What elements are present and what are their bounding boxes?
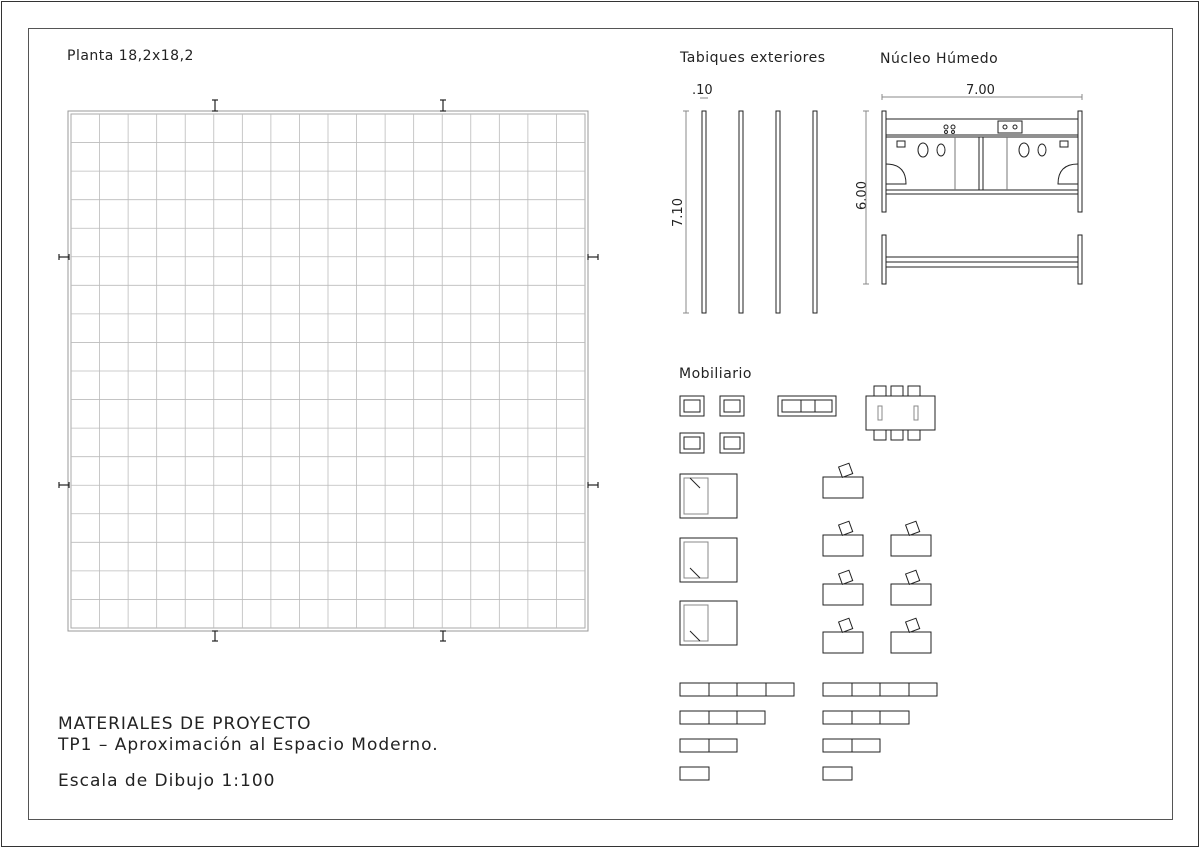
axis-marker-top-1: [212, 100, 218, 111]
shelf-right-2: [823, 711, 909, 724]
door-swing-left: [886, 164, 906, 184]
footer-scale: Escala de Dibujo 1:100: [58, 771, 276, 791]
kitchen-counter: [886, 119, 1078, 135]
exterior-walls: [683, 98, 817, 313]
furniture-title: Mobiliario: [679, 366, 752, 382]
core-width-label: 7.00: [966, 83, 995, 98]
inner-frame: [29, 29, 1173, 820]
bed-3: [680, 601, 737, 645]
axis-marker-right-1: [588, 254, 598, 260]
axis-marker-bottom-2: [440, 631, 446, 641]
core-depth-label: 6.00: [854, 181, 870, 210]
wet-core: [863, 94, 1082, 284]
wall-panel-3: [776, 111, 780, 313]
armchair-3: [680, 433, 704, 453]
core-wall-right: [1078, 111, 1082, 212]
bidet-icon-2: [1038, 144, 1046, 156]
armchair-2: [720, 396, 744, 416]
walls-title: Tabiques exteriores: [680, 50, 826, 66]
shelf-right-4: [823, 767, 852, 780]
sofa: [778, 396, 836, 416]
shelf-left-3: [680, 739, 737, 752]
wall-thickness-label: .10: [692, 83, 713, 98]
plan-grid: [68, 111, 588, 631]
axis-marker-top-2: [440, 100, 446, 111]
desk-2: [823, 521, 863, 556]
core-title: Núcleo Húmedo: [880, 51, 999, 67]
core-wall-right-lower: [1078, 235, 1082, 284]
bed-1: [680, 474, 737, 518]
basin-icon-2: [1060, 141, 1068, 147]
cooktop-icon: [944, 125, 948, 129]
furniture: [680, 386, 937, 780]
shelf-left-4: [680, 767, 709, 780]
shelf-right-1: [823, 683, 937, 696]
armchair-1: [680, 396, 704, 416]
axis-markers: [59, 100, 598, 641]
core-wall-left: [882, 111, 886, 212]
bed-2: [680, 538, 737, 582]
bidet-icon-1: [937, 144, 945, 156]
axis-marker-bottom-1: [212, 631, 218, 641]
armchair-4: [720, 433, 744, 453]
shelf-left-2: [680, 711, 765, 724]
outer-frame: [2, 2, 1199, 847]
footer-line1: MATERIALES DE PROYECTO: [58, 714, 312, 734]
desk-3: [891, 521, 931, 556]
plan-title: Planta 18,2x18,2: [67, 48, 194, 64]
basin-icon-1: [897, 141, 905, 147]
footer-line2: TP1 – Aproximación al Espacio Moderno.: [58, 735, 439, 755]
wall-panel-1: [702, 111, 706, 313]
core-partition: [886, 190, 1078, 194]
dining-table: [866, 386, 935, 440]
desk-5: [891, 570, 931, 605]
axis-marker-right-2: [588, 482, 598, 488]
toilet-icon-2: [1019, 143, 1029, 157]
desk-1: [823, 463, 863, 498]
wall-panel-4: [813, 111, 817, 313]
shelf-right-3: [823, 739, 880, 752]
wall-panel-2: [739, 111, 743, 313]
shelf-left-1: [680, 683, 794, 696]
desk-4: [823, 570, 863, 605]
desk-7: [891, 618, 931, 653]
sink-icon: [998, 121, 1022, 133]
desk-6: [823, 618, 863, 653]
wall-length-label: 7.10: [670, 198, 686, 227]
core-wall-left-lower: [882, 235, 886, 284]
door-swing-right: [1058, 164, 1078, 184]
toilet-icon-1: [918, 143, 928, 157]
